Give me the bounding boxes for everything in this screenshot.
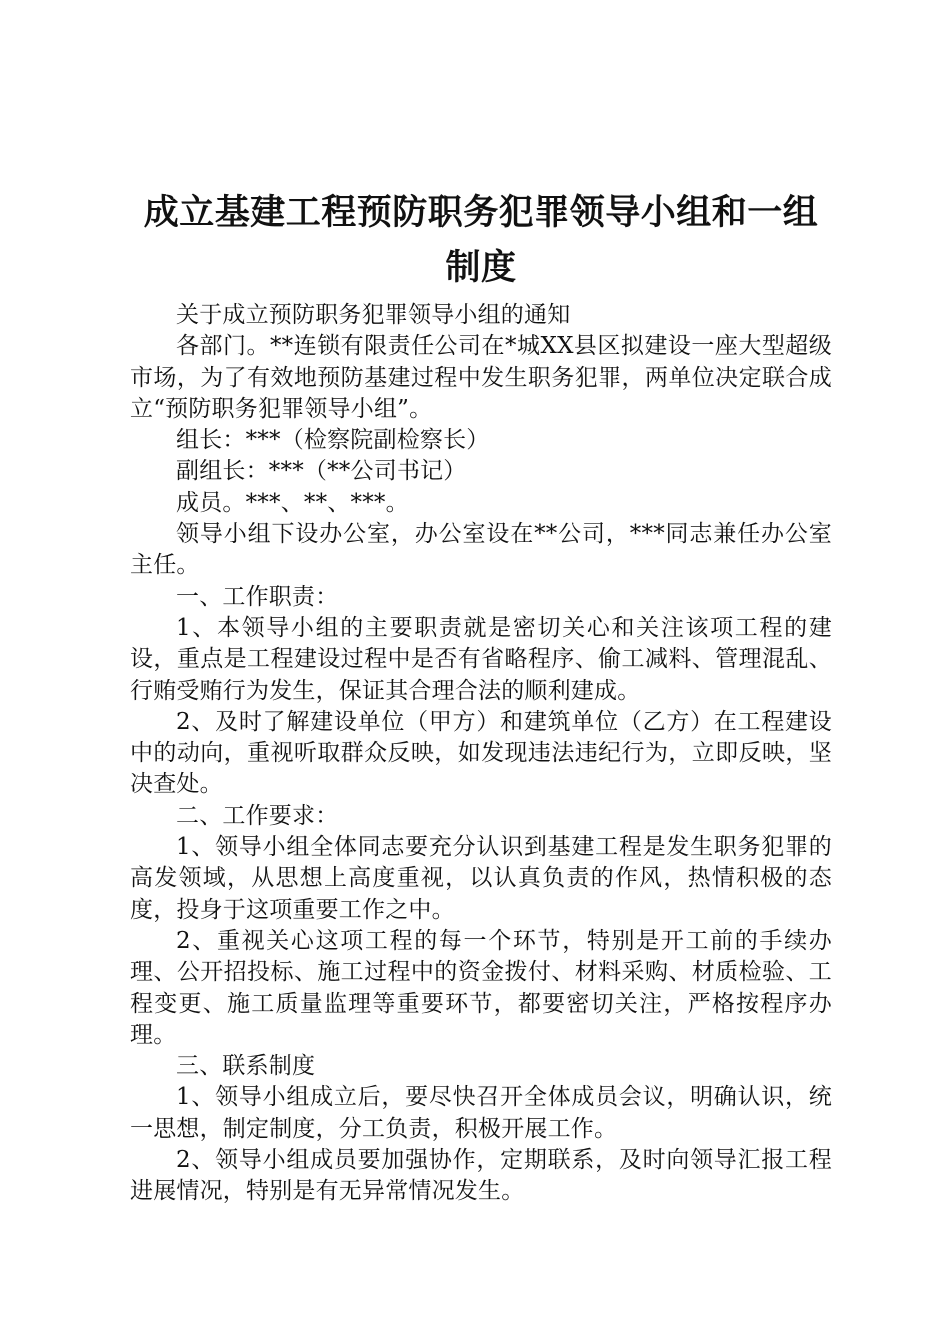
document-title: 成立基建工程预防职务犯罪领导小组和一组制度 xyxy=(143,193,819,288)
document-body xyxy=(130,300,832,1208)
paragraph-members: 成员。***、**、***。 xyxy=(176,489,409,516)
paragraph-liaison-2: 2、领导小组成员要加强协作，定期联系，及时向领导汇报工程进展情况，特别是有无异常情况发生。 xyxy=(130,1147,832,1205)
paragraph-deputy-leader: 副组长：***（**公司书记） xyxy=(176,458,467,485)
paragraph-intro: 各部门。**连锁有限责任公司在*城XX县区拟建设一座大型超级市场，为了有效地预防基建过程中发生职务犯罪，两单位决定联合成立“预防职务犯罪领导小组”。 xyxy=(130,333,832,422)
paragraph-requirement-2: 2、重视关心这项工程的每一个环节，特别是开工前的手续办理、公开招投标、施工过程中的资金拨付、材料采购、材质检验、工程变更、施工质量监理等重要环节，都要密切关注，严格按程序办理。 xyxy=(130,927,832,1048)
section-heading-liaison: 三、联系制度 xyxy=(176,1053,316,1080)
document-page xyxy=(130,186,832,1208)
paragraph-duty-2: 2、及时了解建设单位（甲方）和建筑单位（乙方）在工程建设中的动向，重视听取群众反映，如发现违法违纪行为，立即反映，坚决查处。 xyxy=(130,708,832,798)
notice-heading: 关于成立预防职务犯罪领导小组的通知 xyxy=(176,302,571,328)
paragraph-liaison-1: 1、领导小组成立后，要尽快召开全体成员会议，明确认识，统一思想，制定制度，分工负责，积极开展工作。 xyxy=(130,1084,832,1142)
section-heading-requirements: 二、工作要求： xyxy=(176,802,339,829)
paragraph-duty-1: 1、本领导小组的主要职责就是密切关心和关注该项工程的建设，重点是工程建设过程中是否有省略程序、偷工减料、管理混乱、行贿受贿行为发生，保证其合理合法的顺利建成。 xyxy=(130,614,832,704)
paragraph-office: 领导小组下设办公室，办公室设在**公司，***同志兼任办公室主任。 xyxy=(130,521,832,579)
paragraph-leader: 组长：***（检察院副检察长） xyxy=(176,427,490,454)
section-heading-duties: 一、工作职责： xyxy=(176,583,339,610)
paragraph-requirement-1: 1、领导小组全体同志要充分认识到基建工程是发生职务犯罪的高发领域，从思想上高度重视，以认真负责的作风，热情积极的态度，投身于这项重要工作之中。 xyxy=(130,834,832,923)
